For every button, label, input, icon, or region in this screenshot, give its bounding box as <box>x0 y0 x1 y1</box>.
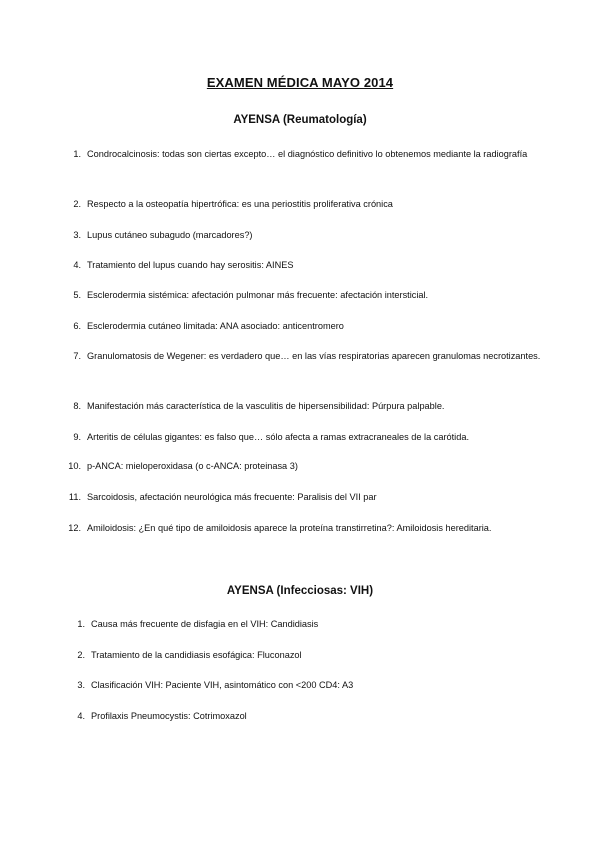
list-item-number: 5. <box>73 290 81 300</box>
list-item-number: 1. <box>77 619 85 629</box>
list-item-number: 1. <box>73 149 81 159</box>
list-item-text: Profilaxis Pneumocystis: Cotrimoxazol <box>91 711 247 721</box>
list-item-text: p-ANCA: mieloperoxidasa (o c-ANCA: proteinasa 3) <box>87 461 298 471</box>
list-item <box>71 706 545 726</box>
list-item-number: 4. <box>77 711 85 721</box>
list-item-text: Esclerodermia cutáneo limitada: ANA asociado: anticentromero <box>87 321 344 331</box>
list-item <box>67 255 545 275</box>
list-item-number: 2. <box>77 650 85 660</box>
list-item-text: Arteritis de células gigantes: es falso que… sólo afecta a ramas extracraneales de la carótida. <box>87 432 469 442</box>
list-item <box>67 285 545 305</box>
list-item <box>71 614 545 634</box>
list-item-text: Esclerodermia sistémica: afectación pulmonar más frecuente: afectación intersticial. <box>87 290 429 300</box>
list-item <box>67 144 545 164</box>
section-title-infecciosas-vih: AYENSA (Infecciosas: VIH) <box>226 585 374 597</box>
list-item-number: 11. <box>68 492 81 502</box>
list-item-text: Tratamiento de la candidiasis esofágica: Fluconazol <box>91 650 302 660</box>
list-item-number: 10. <box>68 461 81 471</box>
section-title-reumatologia: AYENSA (Reumatología) <box>233 114 367 126</box>
list-item <box>67 316 545 336</box>
list-item-number: 7. <box>73 351 81 361</box>
list-item-text: Tratamiento del lupus cuando hay serositis: AINES <box>87 260 294 270</box>
list-item <box>71 645 545 665</box>
list-item-text: Respecto a la osteopatía hipertrófica: es una periostitis proliferativa crónica <box>87 199 393 209</box>
list-item-text: Condrocalcinosis: todas son ciertas excepto… el diagnóstico definitivo lo obtenemos mediante la radiografía <box>87 149 528 159</box>
list-item-text: Lupus cutáneo subagudo (marcadores?) <box>87 230 253 240</box>
list-item-text: Granulomatosis de Wegener: es verdadero que… en las vías respiratorias aparecen granulomas necrotizantes. <box>87 351 541 361</box>
list-item-text: Clasificación VIH: Paciente VIH, asintomático con <200 CD4: A3 <box>91 680 354 690</box>
list-item-text: Causa más frecuente de disfagia en el VIH: Candidiasis <box>91 619 319 629</box>
list-item-number: 12. <box>68 523 81 533</box>
list-item <box>67 396 545 416</box>
document-title: EXAMEN MÉDICA MAYO 2014 <box>206 75 394 90</box>
list-item-number: 3. <box>77 680 85 690</box>
list-item <box>67 518 545 538</box>
list-item <box>67 194 545 214</box>
list-item-text: Sarcoidosis, afectación neurológica más frecuente: Paralisis del VII par <box>87 492 377 502</box>
list-item <box>67 456 545 476</box>
list-item <box>67 346 545 366</box>
list-item <box>67 487 545 507</box>
list-item-number: 3. <box>73 230 81 240</box>
list-item-text: Amiloidosis: ¿En qué tipo de amiloidosis aparece la proteína transtirretina?: Amiloidosis hereditaria. <box>87 523 492 533</box>
list-item-number: 9. <box>73 432 81 442</box>
list-item-number: 8. <box>73 401 81 411</box>
list-item <box>67 427 545 447</box>
list-item-text: Manifestación más característica de la vasculitis de hipersensibilidad: Púrpura palpable. <box>87 401 445 411</box>
list-item <box>71 675 545 695</box>
list-item-number: 4. <box>73 260 81 270</box>
list-item-number: 2. <box>73 199 81 209</box>
list-item-number: 6. <box>73 321 81 331</box>
list-item <box>67 225 545 245</box>
